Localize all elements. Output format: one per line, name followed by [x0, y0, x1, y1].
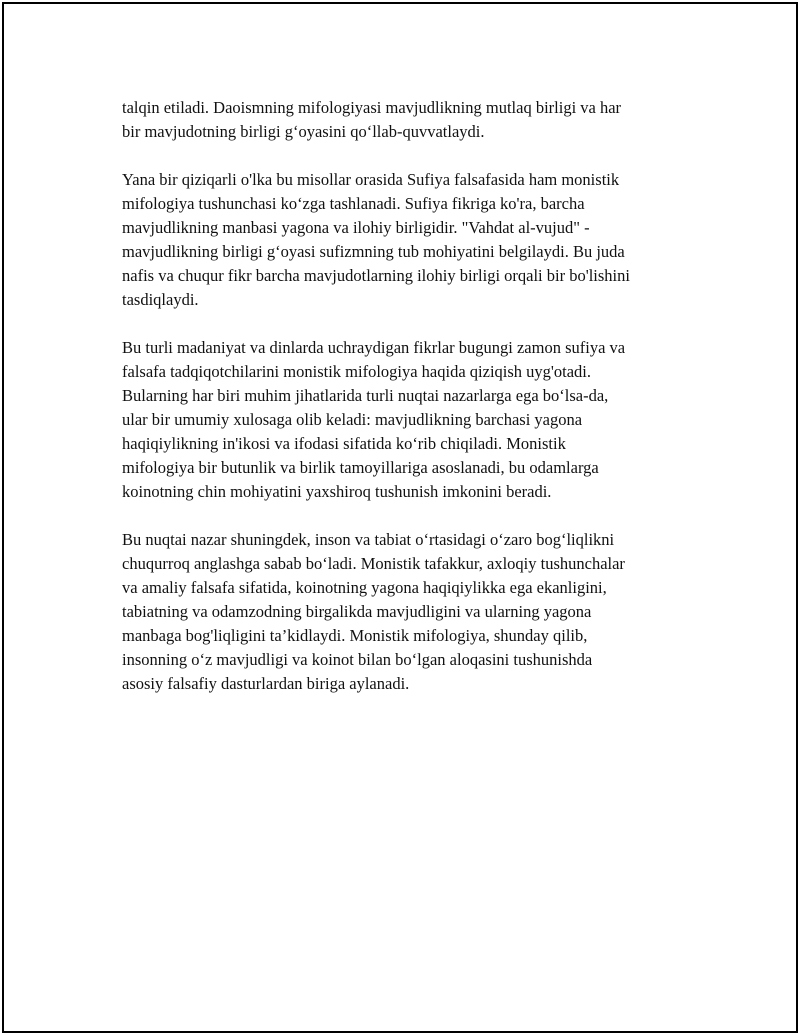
paragraph-3 [122, 336, 692, 504]
text-line: ular bir umumiy xulosaga olib keladi: mavjudlikning barchasi yagona [122, 410, 583, 429]
text-line: mavjudlikning birligi g‘oyasi sufizmning tub mohiyatini belgilaydi. Bu juda [122, 242, 625, 261]
text-line: mifologiya bir butunlik va birlik tamoyillariga asoslanadi, bu odamlarga [122, 458, 599, 477]
text-line: asosiy falsafiy dasturlardan biriga aylanadi. [122, 674, 410, 693]
paragraph-1 [122, 96, 692, 144]
text-line: bir mavjudotning birligi g‘oyasini qo‘llab-quvvatlaydi. [122, 122, 485, 141]
text-line: koinotning chin mohiyatini yaxshiroq tushunish imkonini beradi. [122, 482, 552, 501]
text-line: Bu nuqtai nazar shuningdek, inson va tabiat o‘rtasidagi o‘zaro bog‘liqlikni [122, 530, 615, 549]
text-line: Bu turli madaniyat va dinlarda uchraydigan fikrlar bugungi zamon sufiya va [122, 338, 626, 357]
page-frame [2, 2, 798, 1033]
text-line: Yana bir qiziqarli o'lka bu misollar orasida Sufiya falsafasida ham monistik [122, 170, 620, 189]
text-line: mifologiya tushunchasi ko‘zga tashlanadi. Sufiya fikriga ko'ra, barcha [122, 194, 585, 213]
paragraph-4 [122, 528, 692, 696]
text-line: tasdiqlaydi. [122, 290, 199, 309]
text-line: tabiatning va odamzodning birgalikda mavjudligini va ularning yagona [122, 602, 592, 621]
text-line: falsafa tadqiqotchilarini monistik mifologiya haqida qiziqish uyg'otadi. [122, 362, 592, 381]
text-line: Bularning har biri muhim jihatlarida turli nuqtai nazarlarga ega bo‘lsa-da, [122, 386, 609, 405]
text-line: insonning o‘z mavjudligi va koinot bilan bo‘lgan aloqasini tushunishda [122, 650, 593, 669]
text-line: talqin etiladi. Daoismning mifologiyasi mavjudlikning mutlaq birligi va har [122, 98, 622, 117]
text-line: manbaga bog'liqligini ta’kidlaydi. Monistik mifologiya, shunday qilib, [122, 626, 588, 645]
text-line: mavjudlikning manbasi yagona va ilohiy birligidir. "Vahdat al-vujud" - [122, 218, 590, 237]
text-line: nafis va chuqur fikr barcha mavjudotlarning ilohiy birligi orqali bir bo'lishini [122, 266, 630, 285]
text-line: chuqurroq anglashga sabab bo‘ladi. Monistik tafakkur, axloqiy tushunchalar [122, 554, 625, 573]
text-line: va amaliy falsafa sifatida, koinotning yagona haqiqiylikka ega ekanligini, [122, 578, 607, 597]
document-body [122, 96, 692, 720]
text-line: haqiqiylikning in'ikosi va ifodasi sifatida ko‘rib chiqiladi. Monistik [122, 434, 566, 453]
paragraph-2 [122, 168, 692, 312]
